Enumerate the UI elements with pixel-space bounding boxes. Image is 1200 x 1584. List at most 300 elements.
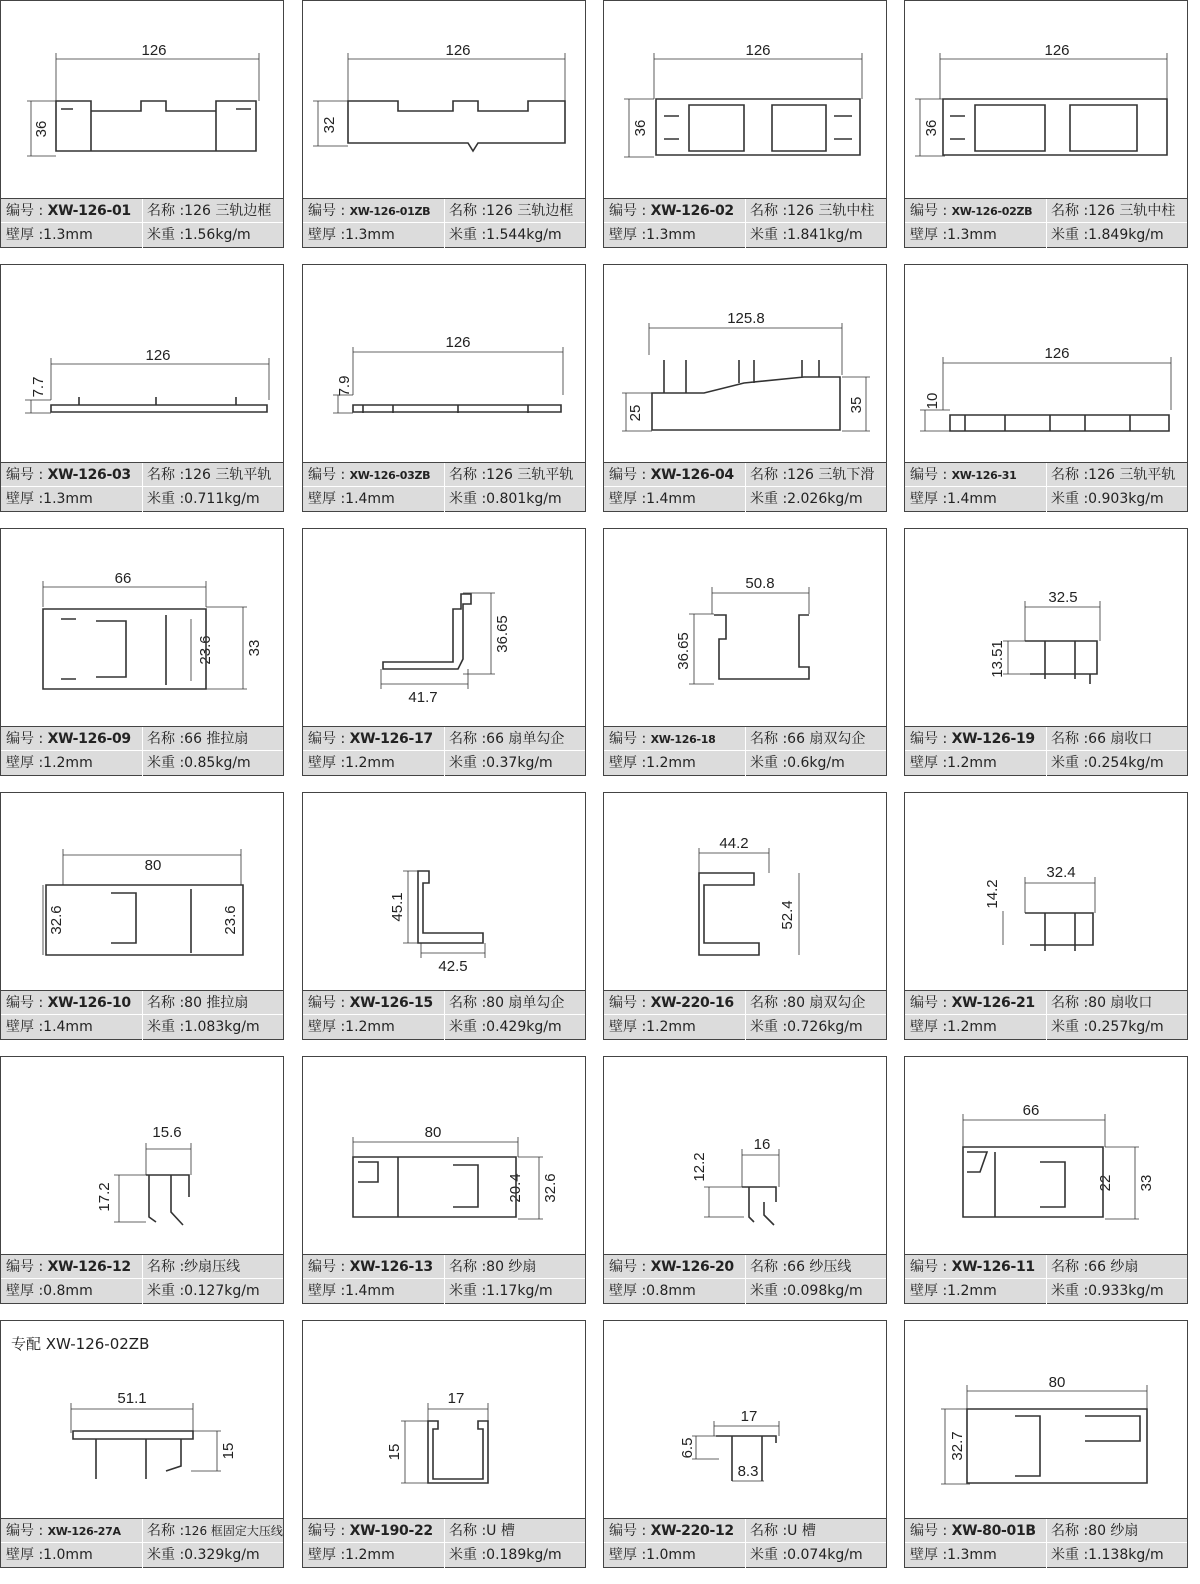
spec-table xyxy=(303,198,585,247)
name-label: 名称 : xyxy=(1051,1259,1089,1275)
weight-label: 米重 : xyxy=(147,1283,185,1299)
wall-label: 壁厚 : xyxy=(308,491,346,507)
meter-weight: 0.074kg/m xyxy=(787,1547,863,1563)
wall-label: 壁厚 : xyxy=(6,1547,44,1563)
product-name: 80 扇单勾企 xyxy=(486,995,565,1011)
code-label: 编号 : xyxy=(910,1523,952,1539)
product-code: XW-126-02ZB xyxy=(951,205,1033,218)
wall-label: 壁厚 : xyxy=(609,755,647,771)
product-code: XW-220-12 xyxy=(650,1523,734,1539)
weight-label: 米重 : xyxy=(147,227,185,243)
profile-drawing xyxy=(604,1,886,198)
product-card xyxy=(603,0,887,248)
code-label: 编号 : xyxy=(6,1523,48,1539)
weight-label: 米重 : xyxy=(1051,1283,1089,1299)
name-label: 名称 : xyxy=(147,467,185,483)
profile-drawing xyxy=(1,793,283,990)
dim-label: 32.7 xyxy=(949,1431,966,1461)
wall-label: 壁厚 : xyxy=(910,1019,948,1035)
meter-weight: 1.138kg/m xyxy=(1088,1547,1164,1563)
dim-label: 15 xyxy=(386,1443,403,1461)
wall-thickness: 1.2mm xyxy=(947,1019,997,1035)
dim-label: 36.65 xyxy=(675,632,692,670)
dim-label: 45.1 xyxy=(389,892,406,922)
code-label: 编号 : xyxy=(910,731,952,747)
meter-weight: 1.56kg/m xyxy=(184,227,251,243)
name-label: 名称 : xyxy=(750,1259,788,1275)
product-code: XW-126-09 xyxy=(47,731,131,747)
product-name: 80 扇收口 xyxy=(1088,995,1153,1011)
spec-table xyxy=(303,1518,585,1567)
product-name: U 槽 xyxy=(787,1523,816,1539)
meter-weight: 1.841kg/m xyxy=(787,227,863,243)
meter-weight: 0.254kg/m xyxy=(1088,755,1164,771)
dim-label: 126 xyxy=(445,42,471,59)
dim-label: 33 xyxy=(246,639,263,657)
note-text: 专配 XW-126-02ZB xyxy=(11,1335,150,1353)
product-name: 纱扇压线 xyxy=(184,1259,241,1275)
wall-thickness: 1.4mm xyxy=(646,491,696,507)
product-name: 80 纱扇 xyxy=(1088,1523,1139,1539)
code-label: 编号 : xyxy=(609,467,651,483)
product-card xyxy=(0,264,284,512)
dim-label: 10 xyxy=(924,392,941,410)
code-label: 编号 : xyxy=(609,1523,651,1539)
dim-label: 80 xyxy=(144,857,162,874)
meter-weight: 0.711kg/m xyxy=(184,491,260,507)
product-code: XW-126-03 xyxy=(47,467,131,483)
dim-label: 23.6 xyxy=(197,635,214,665)
wall-label: 壁厚 : xyxy=(609,1283,647,1299)
spec-table xyxy=(604,462,886,511)
code-label: 编号 : xyxy=(910,467,952,483)
meter-weight: 0.098kg/m xyxy=(787,1283,863,1299)
name-label: 名称 : xyxy=(449,995,487,1011)
dim-label: 66 xyxy=(114,570,132,587)
product-code: XW-126-10 xyxy=(47,995,131,1011)
product-name: 66 扇收口 xyxy=(1088,731,1153,747)
dim-label: 50.8 xyxy=(745,575,775,592)
dim-label: 14.2 xyxy=(984,879,1001,909)
profile-drawing xyxy=(1,529,283,726)
dim-label: 126 xyxy=(745,42,771,59)
meter-weight: 1.17kg/m xyxy=(486,1283,553,1299)
product-card xyxy=(302,1320,586,1568)
product-card xyxy=(904,1056,1188,1304)
code-label: 编号 : xyxy=(609,203,651,219)
code-label: 编号 : xyxy=(6,1259,48,1275)
weight-label: 米重 : xyxy=(750,491,788,507)
dim-label: 80 xyxy=(1048,1374,1066,1391)
wall-label: 壁厚 : xyxy=(6,491,44,507)
wall-thickness: 1.3mm xyxy=(43,227,93,243)
profile-drawing xyxy=(303,529,585,726)
profile-drawing xyxy=(905,793,1187,990)
wall-thickness: 1.2mm xyxy=(947,755,997,771)
product-code: XW-126-31 xyxy=(951,469,1017,482)
product-code: XW-126-11 xyxy=(951,1259,1035,1275)
product-name: 80 扇双勾企 xyxy=(787,995,866,1011)
wall-thickness: 1.4mm xyxy=(345,491,395,507)
dim-label: 52.4 xyxy=(779,900,796,930)
meter-weight: 2.026kg/m xyxy=(787,491,863,507)
dim-label: 32.6 xyxy=(542,1173,559,1203)
spec-table xyxy=(905,1518,1187,1567)
meter-weight: 1.849kg/m xyxy=(1088,227,1164,243)
wall-label: 壁厚 : xyxy=(609,227,647,243)
spec-table xyxy=(1,1518,283,1567)
product-card xyxy=(904,0,1188,248)
product-code: XW-220-16 xyxy=(650,995,734,1011)
wall-label: 壁厚 : xyxy=(6,1283,44,1299)
profile-drawing xyxy=(303,265,585,462)
name-label: 名称 : xyxy=(449,731,487,747)
wall-label: 壁厚 : xyxy=(308,1547,346,1563)
product-name: 126 三轨下滑 xyxy=(787,467,875,483)
dim-label: 126 xyxy=(141,42,167,59)
wall-label: 壁厚 : xyxy=(910,227,948,243)
dim-label: 7.7 xyxy=(30,376,47,398)
product-name: 126 三轨中柱 xyxy=(787,203,875,219)
spec-table xyxy=(303,1254,585,1303)
spec-table xyxy=(604,1254,886,1303)
profile-drawing xyxy=(604,1321,886,1518)
name-label: 名称 : xyxy=(750,995,788,1011)
dim-label: 51.1 xyxy=(117,1390,147,1407)
dim-label: 36 xyxy=(632,119,649,137)
name-label: 名称 : xyxy=(147,995,185,1011)
wall-label: 壁厚 : xyxy=(6,1019,44,1035)
product-name: 126 三轨边框 xyxy=(184,203,272,219)
dim-label: 126 xyxy=(1044,345,1070,362)
weight-label: 米重 : xyxy=(147,1547,185,1563)
wall-thickness: 1.2mm xyxy=(947,1283,997,1299)
product-code: XW-126-27A xyxy=(47,1525,121,1538)
code-label: 编号 : xyxy=(6,731,48,747)
name-label: 名称 : xyxy=(147,203,185,219)
name-label: 名称 : xyxy=(1051,467,1089,483)
name-label: 名称 : xyxy=(449,1259,487,1275)
product-name: 126 三轨平轨 xyxy=(1088,467,1176,483)
meter-weight: 0.329kg/m xyxy=(184,1547,260,1563)
wall-label: 壁厚 : xyxy=(609,1547,647,1563)
wall-label: 壁厚 : xyxy=(910,1547,948,1563)
name-label: 名称 : xyxy=(1051,203,1089,219)
wall-thickness: 0.8mm xyxy=(646,1283,696,1299)
name-label: 名称 : xyxy=(750,203,788,219)
product-code: XW-126-17 xyxy=(349,731,433,747)
weight-label: 米重 : xyxy=(147,755,185,771)
product-name: 66 扇双勾企 xyxy=(787,731,866,747)
weight-label: 米重 : xyxy=(1051,491,1089,507)
meter-weight: 0.726kg/m xyxy=(787,1019,863,1035)
product-card xyxy=(302,0,586,248)
meter-weight: 0.85kg/m xyxy=(184,755,251,771)
profile-drawing xyxy=(604,529,886,726)
product-card xyxy=(904,528,1188,776)
product-name: 80 纱扇 xyxy=(486,1259,537,1275)
product-code: XW-126-01 xyxy=(47,203,131,219)
dim-label: 17 xyxy=(447,1390,465,1407)
dim-label: 36.65 xyxy=(494,615,511,653)
code-label: 编号 : xyxy=(6,203,48,219)
weight-label: 米重 : xyxy=(147,1019,185,1035)
product-name: 66 扇单勾企 xyxy=(486,731,565,747)
product-code: XW-80-01B xyxy=(951,1523,1036,1539)
wall-label: 壁厚 : xyxy=(308,1019,346,1035)
product-card xyxy=(302,1056,586,1304)
profile-drawing xyxy=(303,1321,585,1518)
name-label: 名称 : xyxy=(750,467,788,483)
meter-weight: 0.903kg/m xyxy=(1088,491,1164,507)
product-code: XW-126-03ZB xyxy=(349,469,431,482)
meter-weight: 0.257kg/m xyxy=(1088,1019,1164,1035)
name-label: 名称 : xyxy=(147,731,185,747)
wall-label: 壁厚 : xyxy=(910,755,948,771)
spec-table xyxy=(905,1254,1187,1303)
product-card xyxy=(603,264,887,512)
profile-drawing xyxy=(905,1,1187,198)
product-code: XW-126-13 xyxy=(349,1259,433,1275)
product-code: XW-126-12 xyxy=(47,1259,131,1275)
weight-label: 米重 : xyxy=(750,1283,788,1299)
profile-drawing xyxy=(1,1,283,198)
dim-label: 8.3 xyxy=(737,1463,759,1480)
wall-label: 壁厚 : xyxy=(910,1283,948,1299)
code-label: 编号 : xyxy=(308,1259,350,1275)
meter-weight: 1.544kg/m xyxy=(486,227,562,243)
wall-thickness: 1.3mm xyxy=(947,227,997,243)
profile-drawing xyxy=(303,1057,585,1254)
wall-thickness: 0.8mm xyxy=(43,1283,93,1299)
wall-label: 壁厚 : xyxy=(308,1283,346,1299)
spec-table xyxy=(905,462,1187,511)
profile-drawing xyxy=(1,265,283,462)
profile-drawing xyxy=(1,1321,283,1518)
dim-label: 33 xyxy=(1138,1174,1155,1192)
dim-label: 32 xyxy=(321,116,338,134)
dim-label: 6.5 xyxy=(679,1437,696,1459)
spec-table xyxy=(905,990,1187,1039)
weight-label: 米重 : xyxy=(449,227,487,243)
wall-thickness: 1.2mm xyxy=(345,1019,395,1035)
weight-label: 米重 : xyxy=(750,1547,788,1563)
product-name: 66 纱压线 xyxy=(787,1259,852,1275)
spec-table xyxy=(303,990,585,1039)
dim-label: 80 xyxy=(424,1124,442,1141)
code-label: 编号 : xyxy=(308,467,350,483)
dim-label: 36 xyxy=(923,119,940,137)
code-label: 编号 : xyxy=(609,995,651,1011)
weight-label: 米重 : xyxy=(147,491,185,507)
wall-thickness: 1.3mm xyxy=(43,491,93,507)
dim-label: 32.4 xyxy=(1046,864,1076,881)
name-label: 名称 : xyxy=(449,1523,487,1539)
product-code: XW-126-02 xyxy=(650,203,734,219)
product-name: 126 三轨中柱 xyxy=(1088,203,1176,219)
wall-thickness: 1.2mm xyxy=(345,755,395,771)
weight-label: 米重 : xyxy=(1051,755,1089,771)
product-code: XW-126-15 xyxy=(349,995,433,1011)
wall-thickness: 1.3mm xyxy=(646,227,696,243)
code-label: 编号 : xyxy=(308,995,350,1011)
meter-weight: 0.6kg/m xyxy=(787,755,845,771)
weight-label: 米重 : xyxy=(1051,227,1089,243)
weight-label: 米重 : xyxy=(750,755,788,771)
wall-label: 壁厚 : xyxy=(6,227,44,243)
wall-thickness: 1.3mm xyxy=(947,1547,997,1563)
product-name: 80 推拉扇 xyxy=(184,995,249,1011)
spec-table xyxy=(1,198,283,247)
name-label: 名称 : xyxy=(147,1259,185,1275)
wall-label: 壁厚 : xyxy=(609,1019,647,1035)
dim-label: 32.5 xyxy=(1048,589,1078,606)
dim-label: 12.2 xyxy=(691,1152,708,1182)
product-card xyxy=(904,1320,1188,1568)
dim-label: 42.5 xyxy=(438,958,468,975)
wall-thickness: 1.2mm xyxy=(646,1019,696,1035)
product-card xyxy=(302,792,586,1040)
spec-table xyxy=(1,1254,283,1303)
profile-drawing xyxy=(604,1057,886,1254)
product-card xyxy=(0,528,284,776)
product-card xyxy=(904,264,1188,512)
weight-label: 米重 : xyxy=(750,227,788,243)
profile-drawing xyxy=(905,529,1187,726)
dim-label: 17 xyxy=(740,1408,758,1425)
profile-drawing xyxy=(303,1,585,198)
product-name: U 槽 xyxy=(486,1523,515,1539)
product-card xyxy=(0,1320,284,1568)
wall-thickness: 1.2mm xyxy=(43,755,93,771)
wall-thickness: 1.2mm xyxy=(345,1547,395,1563)
product-code: XW-190-22 xyxy=(349,1523,433,1539)
code-label: 编号 : xyxy=(308,731,350,747)
product-card xyxy=(302,264,586,512)
weight-label: 米重 : xyxy=(1051,1019,1089,1035)
code-label: 编号 : xyxy=(6,995,48,1011)
wall-label: 壁厚 : xyxy=(6,755,44,771)
code-label: 编号 : xyxy=(910,203,952,219)
meter-weight: 0.127kg/m xyxy=(184,1283,260,1299)
name-label: 名称 : xyxy=(1051,1523,1089,1539)
product-card xyxy=(603,1320,887,1568)
weight-label: 米重 : xyxy=(449,1283,487,1299)
product-name: 126 框固定大压线 xyxy=(184,1524,283,1538)
dim-label: 126 xyxy=(1044,42,1070,59)
profile-drawing xyxy=(905,1057,1187,1254)
code-label: 编号 : xyxy=(910,1259,952,1275)
profile-drawing xyxy=(303,793,585,990)
spec-table xyxy=(1,462,283,511)
product-name: 126 三轨平轨 xyxy=(184,467,272,483)
dim-label: 126 xyxy=(445,334,471,351)
product-code: XW-126-18 xyxy=(650,733,716,746)
dim-label: 125.8 xyxy=(727,310,765,327)
dim-label: 41.7 xyxy=(408,689,438,706)
meter-weight: 0.37kg/m xyxy=(486,755,553,771)
spec-table xyxy=(604,990,886,1039)
spec-table xyxy=(604,726,886,775)
product-code: XW-126-04 xyxy=(650,467,734,483)
wall-label: 壁厚 : xyxy=(910,491,948,507)
spec-table xyxy=(604,198,886,247)
name-label: 名称 : xyxy=(750,731,788,747)
profile-drawing xyxy=(1,1057,283,1254)
product-card xyxy=(603,792,887,1040)
dim-label: 17.2 xyxy=(96,1182,113,1212)
name-label: 名称 : xyxy=(1051,731,1089,747)
product-card xyxy=(603,528,887,776)
profile-drawing xyxy=(604,265,886,462)
meter-weight: 0.189kg/m xyxy=(486,1547,562,1563)
spec-table xyxy=(303,462,585,511)
weight-label: 米重 : xyxy=(449,1019,487,1035)
name-label: 名称 : xyxy=(1051,995,1089,1011)
code-label: 编号 : xyxy=(609,1259,651,1275)
product-code: XW-126-21 xyxy=(951,995,1035,1011)
wall-thickness: 1.4mm xyxy=(947,491,997,507)
wall-thickness: 1.4mm xyxy=(345,1283,395,1299)
wall-thickness: 1.4mm xyxy=(43,1019,93,1035)
product-name: 126 三轨平轨 xyxy=(486,467,574,483)
product-card xyxy=(0,792,284,1040)
meter-weight: 0.429kg/m xyxy=(486,1019,562,1035)
spec-table xyxy=(905,198,1187,247)
wall-label: 壁厚 : xyxy=(308,755,346,771)
wall-thickness: 1.0mm xyxy=(646,1547,696,1563)
dim-label: 44.2 xyxy=(719,835,749,852)
dim-label: 23.6 xyxy=(222,905,239,935)
dim-label: 35 xyxy=(848,396,865,414)
product-card xyxy=(904,792,1188,1040)
wall-thickness: 1.3mm xyxy=(345,227,395,243)
code-label: 编号 : xyxy=(308,203,350,219)
weight-label: 米重 : xyxy=(449,1547,487,1563)
dim-label: 13.51 xyxy=(989,640,1006,678)
dim-label: 22 xyxy=(1097,1174,1114,1192)
name-label: 名称 : xyxy=(147,1523,185,1539)
dim-label: 16 xyxy=(753,1136,771,1153)
meter-weight: 0.933kg/m xyxy=(1088,1283,1164,1299)
dim-label: 66 xyxy=(1022,1102,1040,1119)
name-label: 名称 : xyxy=(750,1523,788,1539)
dim-label: 25 xyxy=(627,404,644,422)
dim-label: 36 xyxy=(33,120,50,138)
spec-table xyxy=(604,1518,886,1567)
product-name: 66 推拉扇 xyxy=(184,731,249,747)
product-code: XW-126-01ZB xyxy=(349,205,431,218)
wall-thickness: 1.0mm xyxy=(43,1547,93,1563)
product-card xyxy=(0,1056,284,1304)
spec-table xyxy=(1,990,283,1039)
code-label: 编号 : xyxy=(910,995,952,1011)
name-label: 名称 : xyxy=(449,203,487,219)
wall-label: 壁厚 : xyxy=(609,491,647,507)
weight-label: 米重 : xyxy=(449,755,487,771)
profile-drawing xyxy=(604,793,886,990)
dim-label: 7.9 xyxy=(336,375,353,397)
name-label: 名称 : xyxy=(449,467,487,483)
product-card xyxy=(0,0,284,248)
dim-label: 15 xyxy=(220,1442,237,1460)
product-code: XW-126-20 xyxy=(650,1259,734,1275)
dim-label: 20.4 xyxy=(507,1173,524,1203)
product-name: 66 纱扇 xyxy=(1088,1259,1139,1275)
code-label: 编号 : xyxy=(308,1523,350,1539)
weight-label: 米重 : xyxy=(750,1019,788,1035)
profile-drawing xyxy=(905,1321,1187,1518)
